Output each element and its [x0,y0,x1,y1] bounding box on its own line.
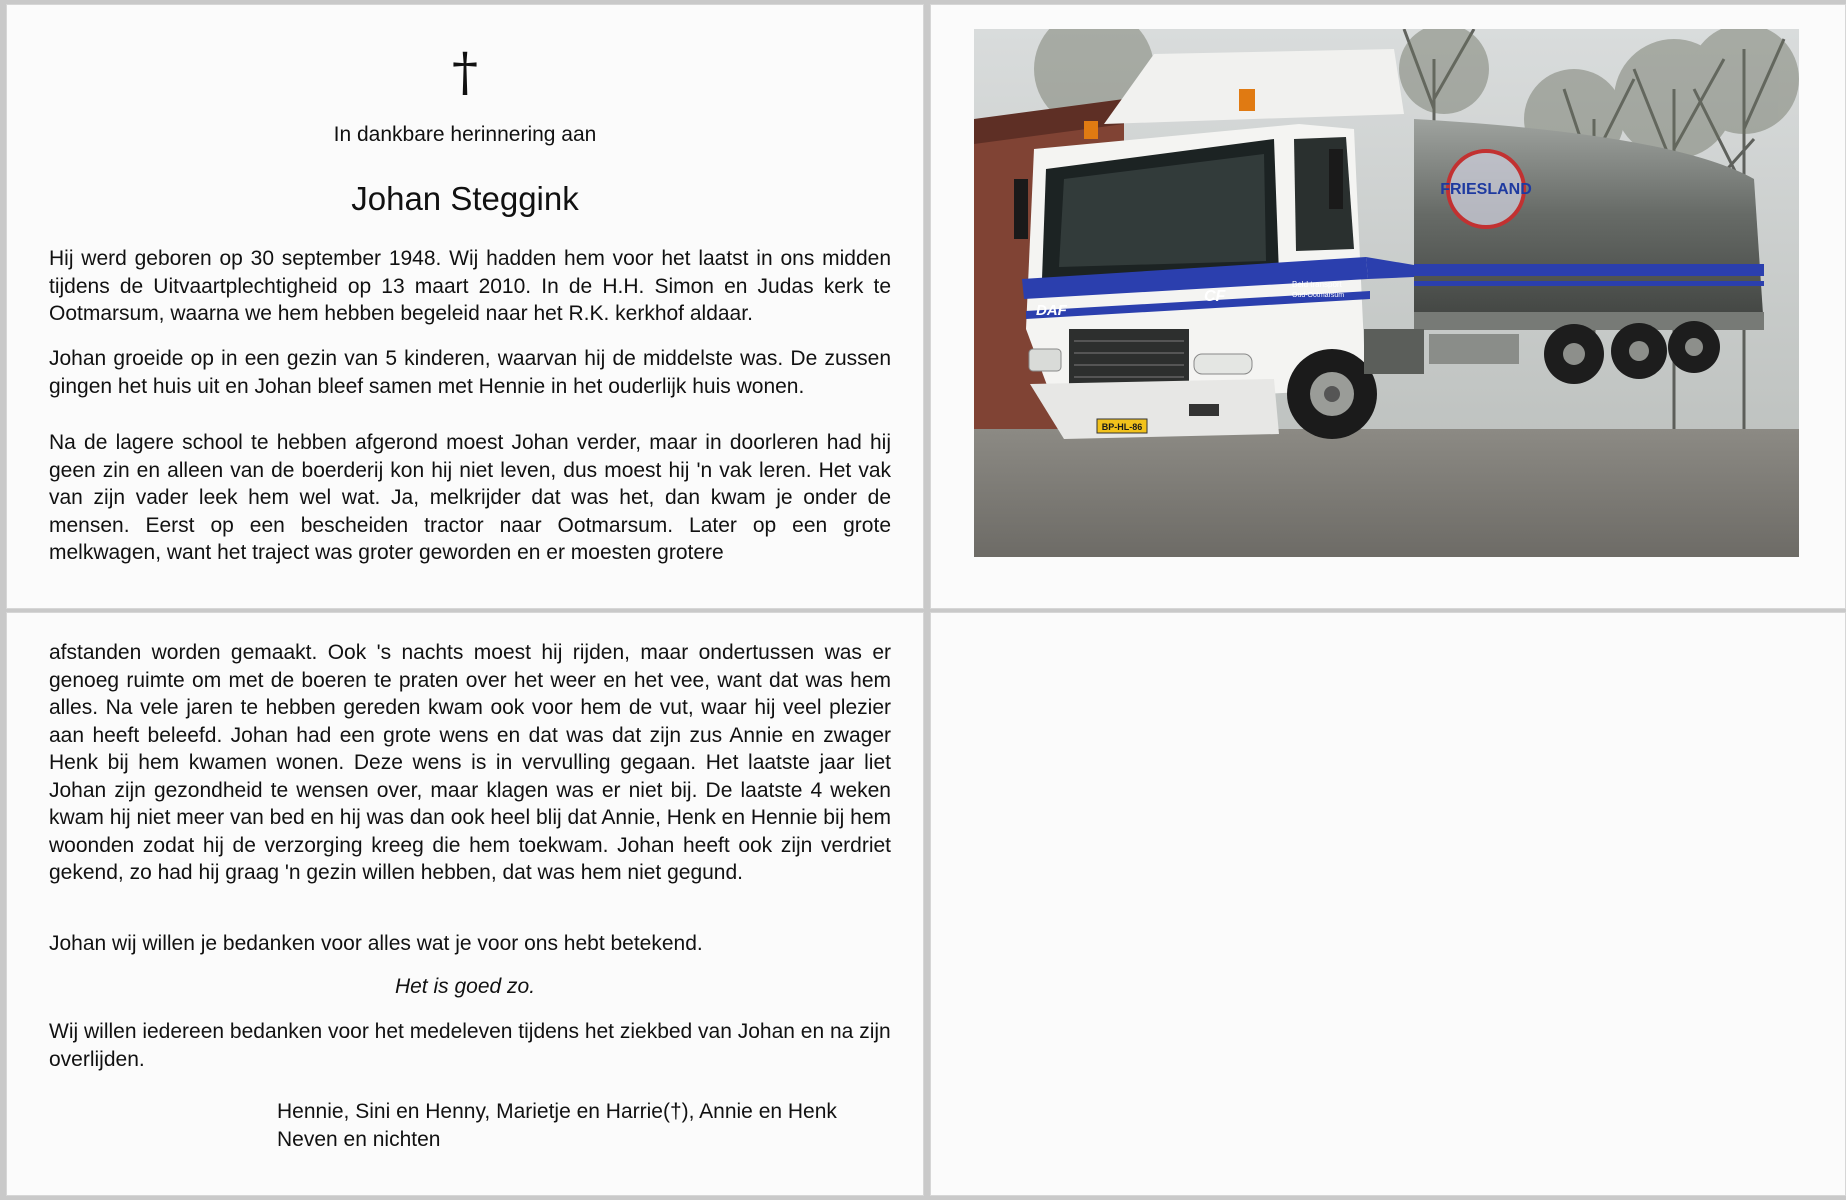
signature-line-family: Hennie, Sini en Henny, Marietje en Harrie(†), Annie en Henk [277,1100,837,1123]
intro-text: In dankbare herinnering aan [333,123,597,146]
gratitude-paragraph: Wij willen iedereen bedanken voor het medeleven tijdens het ziekbed van Johan en na zijn overlijden. [49,1020,891,1071]
card-panel-inner [6,612,924,1196]
cross-icon: † [452,43,478,103]
company-text-1: Beld transport [1292,280,1342,289]
tank-logo-text: FRIESLAND [1440,181,1532,198]
motto: Het is goed zo. [394,975,536,998]
signature-line-relatives: Neven en nichten [277,1127,441,1151]
continued-paragraph: afstanden worden gemaakt. Ook 's nachts moest hij rijden, maar ondertussen was er genoeg ruimte om met de boeren te praten over het weer en het vee, want dat was hem alles. Na vele jaren te hebben gereden kwam ook voor hem de vut, waar hij veel plezier aan heeft beleefd. Johan had een grote wens en dat was dat zijn zus Annie en zwager Henk bij hem kwamen wonen. Deze wens is in vervulling gegaan. Het laatste jaar liet Johan zijn gezondheid te wensen over, maar klagen was er niet bij. De laatste 4 weken kwam hij niet meer van bed en hij was dan ook heel blij dat Annie, Henk en Hennie bij hem woonden zodat hij de verzorging kreeg die hem toekwam. Johan heeft ook zijn verdriet gekend, zo had hij graag 'n gezin willen hebben, dat was hem niet gegund. [49,641,891,884]
thanks-paragraph: Johan wij willen je bedanken voor alles wat je voor ons hebt betekend. [49,932,703,955]
license-plate: BP-HL-86 [1101,422,1143,432]
career-paragraph: Na de lagere school te hebben afgerond moest Johan verder, maar in doorleren had hij geen zin en alleen van de boerderij kon hij niet leven, dus moest hij 'n vak leren. Het vak van zijn vader leek hem wel wat. Ja, melkrijder dat was het, dan kwam je onder de mensen. Eerst op een bescheiden tractor naar Ootmarsum. Later op een grote melkwagen, want het traject was groter geworden en er moesten grotere [49,431,891,564]
card-panel-photo [930,4,1846,609]
birth-paragraph: Hij werd geboren op 30 september 1948. Wij hadden hem voor het laatst in ons midden tijdens de Uitvaartplechtigheid op 13 maart 2010. In de H.H. Simon en Judas kerk te Ootmarsum, waarna we hem hebben begeleid naar het R.K. kerkhof aldaar. [49,247,891,325]
card-panel-back [930,612,1846,1196]
model-badge: CF [1204,288,1226,305]
card-panel-front [6,4,924,609]
company-text-2: Oud-Ootmarsum [1292,292,1345,299]
signature [277,1098,837,1153]
deceased-name: Johan Steggink [351,180,579,217]
family-paragraph: Johan groeide op in een gezin van 5 kinderen, waarvan hij de middelste was. De zussen gingen het huis uit en Johan bleef samen met Hennie in het ouderlijk huis wonen. [49,347,891,398]
truck-photo [974,29,1799,557]
daf-badge: DAF [1036,302,1067,319]
